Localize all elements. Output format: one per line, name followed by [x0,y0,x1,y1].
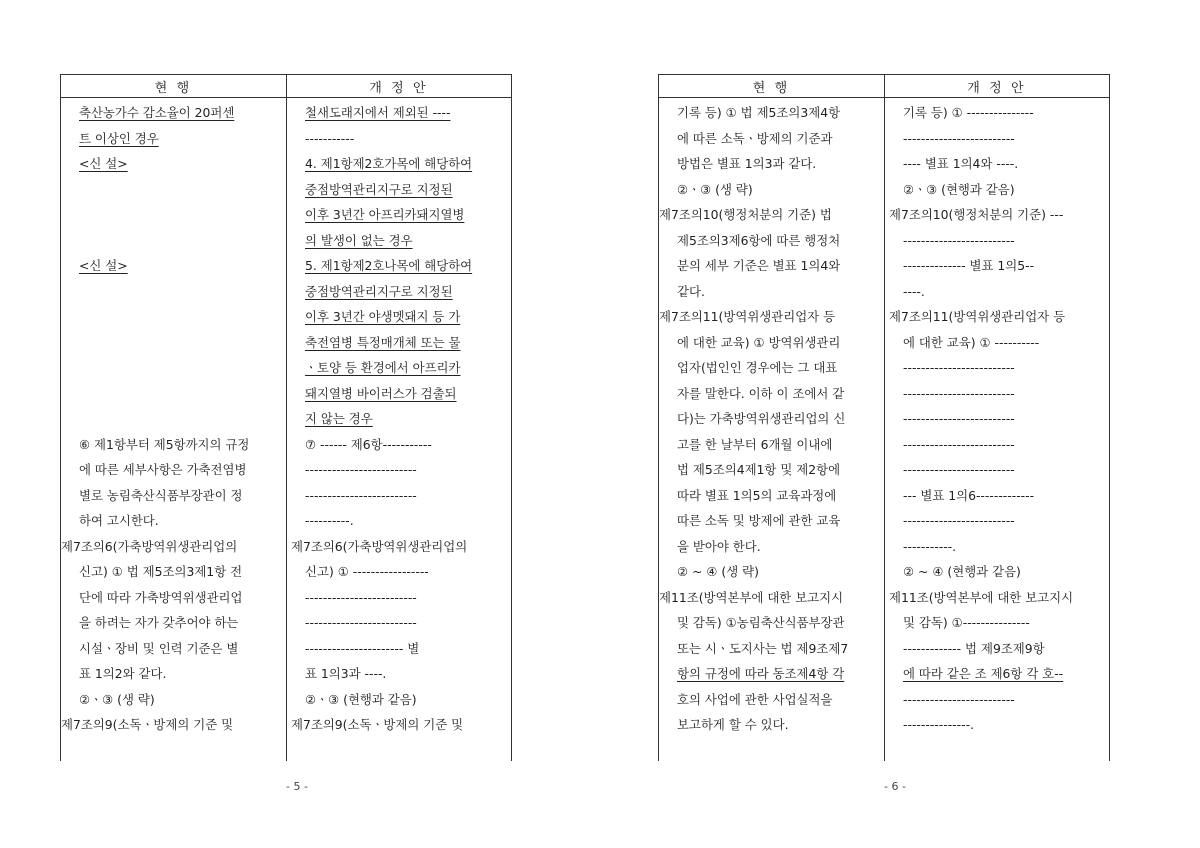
text-line: ② ~ ④ (현행과 같음) [903,564,1021,579]
text-line: 법 제5조의4제1항 및 제2항에 [677,462,841,477]
text-line: 업자(법인인 경우에는 그 대표 [677,360,838,375]
text-line: --- 별표 1의6------------- [903,487,1035,503]
current-column [61,98,286,761]
text-line: ------------------------- [305,487,417,503]
text-line: 및 감독) ①--------------- [903,615,1030,630]
text-line: 표 1의2와 같다. [79,666,167,681]
text-line: ------------------------- [903,462,1015,477]
text-line: 제7조의6(가축방역위생관리업의 [291,538,468,554]
text-line: 따라 별표 1의5의 교육과정에 [677,487,837,503]
text-line: 기록 등) ① --------------- [903,105,1034,120]
text-line: 하여 고시한다. [79,513,159,528]
header-revision: 개 정 안 [286,75,512,97]
text-line: 에 따른 소독ㆍ방제의 기준과 [677,130,833,146]
text-line: 5. 제1항제2호나목에 해당하여 [305,258,473,273]
revision-column [884,98,1109,761]
text-line: ---------------------- 별 [305,640,420,656]
text-line: ② ~ ④ (생 략) [677,564,759,579]
text-line: ------------------------- [903,691,1015,707]
text-line: 제7조의9(소독ㆍ방제의 기준 및 [291,717,464,732]
text-line: 지 않는 경우 [305,411,373,426]
text-line: -----------. [903,538,957,554]
text-line [61,177,286,203]
text-line: 같다. [677,283,705,299]
text-line: ②ㆍ③ (현행과 같음) [305,691,417,707]
text-line: 방법은 별표 1의3과 같다. [677,156,817,171]
text-line: ------------------------- [305,589,417,605]
text-line: ②ㆍ③ (현행과 같음) [903,181,1015,197]
text-line [61,228,286,254]
text-line: 중점방역관리지구로 지정된 [305,181,453,197]
text-line: ----------. [305,513,354,528]
table-header [60,74,512,98]
table-header [658,74,1110,98]
text-line: 에 따라 같은 조 제6항 각 호-- [903,666,1064,681]
text-line: 제7조의11(방역위생관리업자 등 [889,309,1066,324]
text-line [61,279,286,305]
text-line: ㆍ토양 등 환경에서 아프리카 [305,360,461,375]
header-current: 현 행 [752,80,790,96]
text-line: 항의 규정에 따라 동조제4항 각 [677,666,845,681]
text-line: 축산농가수 감소율이 20퍼센 [79,105,235,120]
text-line: 기록 등) ① 법 제5조의3제4항 [677,105,841,120]
text-line: 신고) ① ----------------- [305,564,429,579]
text-line: ----. [903,283,925,299]
text-line: 시설ㆍ장비 및 인력 기준은 별 [79,640,239,656]
revision-column [286,98,511,761]
text-line: 분의 세부 기준은 별표 1의4와 [677,258,841,273]
text-line: 고를 한 날부터 6개월 이내에 [677,436,833,452]
text-line [61,355,286,381]
text-line [61,406,286,432]
text-line: 제7조의6(가축방역위생관리업의 [61,538,238,554]
text-line: 제7조의11(방역위생관리업자 등 [659,309,836,324]
text-line: ------------- 법 제9조제9항 [903,640,1045,656]
text-line: ②ㆍ③ (생 략) [79,691,155,707]
text-line: ⑥ 제1항부터 제5항까지의 규정 [79,436,250,452]
page-number: - 5 - [286,780,308,793]
text-line: 보고하게 할 수 있다. [677,717,789,732]
text-line: 의 발생이 없는 경우 [305,232,413,248]
text-line: ------------------------- [903,385,1015,401]
text-line: 별로 농림축산식품부장관이 정 [79,487,243,503]
text-line: 돼지열병 바이러스가 검출되 [305,385,457,401]
text-line: 이후 3년간 아프리카돼지열병 [305,207,465,222]
text-line: 다)는 가축방역위생관리업의 신 [677,411,846,426]
text-line: 자를 말한다. 이하 이 조에서 같 [677,385,845,401]
text-line: 제5조의3제6항에 따른 행정처 [677,232,841,248]
text-line: ②ㆍ③ (생 략) [677,181,753,197]
text-line: -------------- 별표 1의5-- [903,258,1035,273]
text-line: 제7조의9(소독ㆍ방제의 기준 및 [61,717,234,732]
page-number: - 6 - [884,780,906,793]
page-6 [658,74,1110,761]
text-line: 호의 사업에 관한 사업실적을 [677,691,833,707]
text-line: ---- 별표 1의4와 ----. [903,156,1019,171]
text-line: ------------------------- [903,411,1015,426]
text-line [61,202,286,228]
text-line: ------------------------- [903,360,1015,375]
text-line: 을 하려는 자가 갖추어야 하는 [79,615,239,630]
text-line: ⑦ ------ 제6항----------- [305,436,432,452]
text-line [61,381,286,407]
table-body [60,98,512,761]
text-line: 제7조의10(행정처분의 기준) 법 [659,207,832,222]
text-line: 4. 제1항제2호가목에 해당하여 [305,156,473,171]
text-line: 신고) ① 법 제5조의3제1항 전 [79,564,243,579]
text-line: ------------------------- [903,513,1015,528]
text-line: 중점방역관리지구로 지정된 [305,283,453,299]
text-line: 제11조(방역본부에 대한 보고지시 [889,589,1074,605]
text-line: ------------------------- [903,436,1015,452]
text-line: ------------------------- [305,615,417,630]
text-line: 에 대한 교육) ① 방역위생관리 [677,334,841,350]
header-current: 현 행 [154,80,192,96]
text-line: ------------------------- [903,130,1015,146]
text-line: 철새도래지에서 제외된 ---- [305,105,451,120]
text-line: ---------------. [903,717,975,732]
text-line: 에 따른 세부사항은 가축전염병 [79,462,247,477]
text-line: 또는 시ㆍ도지사는 법 제9조제7 [677,640,849,656]
text-line: 따른 소독 및 방제에 관한 교육 [677,513,841,528]
table-body [658,98,1110,761]
text-line: 및 감독) ①농림축산식품부장관 [677,615,845,630]
text-line: 제7조의10(행정처분의 기준) --- [889,207,1064,222]
current-column [659,98,884,761]
text-line: <신 설> [79,156,128,171]
text-line [61,304,286,330]
text-line: ------------------------- [903,232,1015,248]
text-line: 단에 따라 가축방역위생관리업 [79,589,243,605]
text-line: <신 설> [79,258,128,273]
text-line [61,330,286,356]
text-line: ------------------------- [305,462,417,477]
text-line: 표 1의3과 ----. [305,666,387,681]
text-line: 트 이상인 경우 [79,130,159,146]
text-line: 축전염병 특정매개체 또는 물 [305,334,461,350]
header-revision: 개 정 안 [884,75,1110,97]
page-5 [60,74,512,761]
text-line: 제11조(방역본부에 대한 보고지시 [659,589,844,605]
text-line: 이후 3년간 야생멧돼지 등 가 [305,309,461,324]
text-line: 을 받아야 한다. [677,538,761,554]
text-line: ----------- [305,130,355,146]
text-line: 에 대한 교육) ① ---------- [903,334,1040,350]
